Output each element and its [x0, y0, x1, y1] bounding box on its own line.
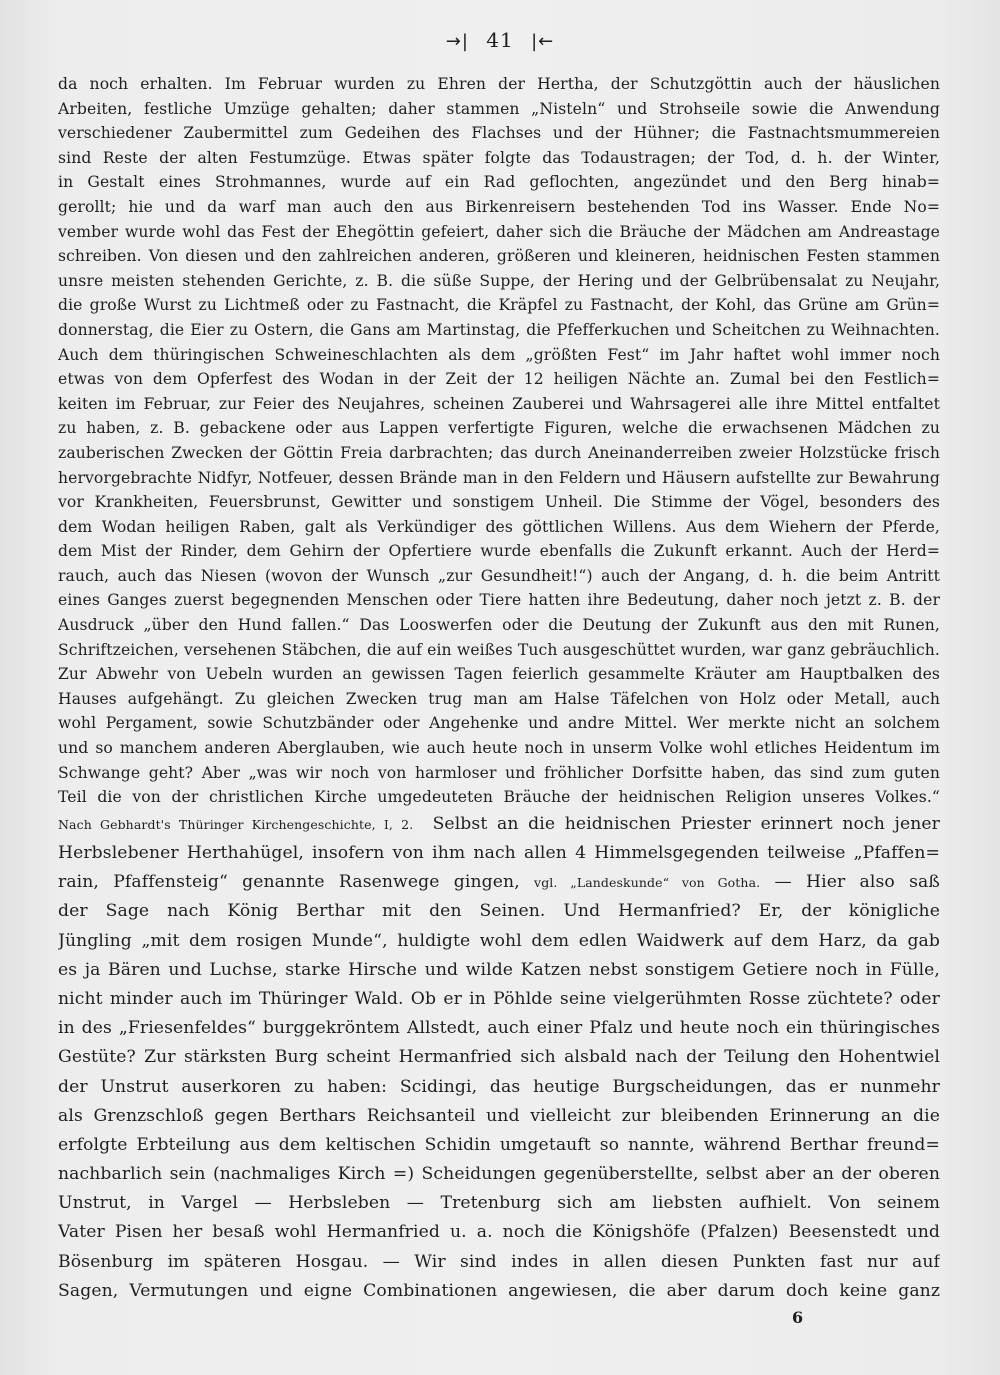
text-line: Herbslebener Herthahügel, insofern von ihm nach allen 4 Himmelsgegenden teilweise „Pfaffen= [58, 843, 940, 863]
text-line: vor Krankheiten, Feuersbrunst, Gewitter und sonstigem Unheil. Die Stimme der Vögel, besonders des [58, 493, 940, 512]
text-line: zu haben, z. B. gebackene oder aus Lappen verfertigte Figuren, welche die erwachsenen Mädchen zu [58, 419, 940, 438]
page-header [0, 28, 1000, 52]
text-line: der Sage nach König Berthar mit den Seinen. Und Hermanfried? Er, der königliche [58, 901, 940, 922]
paragraph-small-print [58, 72, 940, 810]
text-line: Vater Pisen her besaß wohl Hermanfried u. a. noch die Königshöfe (Pfalzen) Beesenstedt und [58, 1222, 940, 1243]
text-line: wohl Pergament, sowie Schutzbänder oder Angehenke und andre Mittel. Wer merkte nicht an solchem [58, 714, 940, 733]
text-line: der Unstrut auserkoren zu haben: Scidingi, das heutige Burgscheidungen, das er nunmehr [58, 1076, 940, 1097]
text-line: in Gestalt eines Strohmannes, wurde auf ein Rad geflochten, angezündet und den Berg hinab= [58, 173, 940, 192]
text-line: nachbarlich sein (nachmaliges Kirch =) Scheidungen gegenüberstellte, selbst aber an der oberen [58, 1164, 940, 1185]
text-line: gerollt; hie und da warf man auch den aus Birkenreisern bestehenden Tod ins Wasser. Ende No= [58, 197, 940, 216]
text-line: schreiben. Von diesen und den zahlreichen anderen, größeren und kleineren, heidnischen Festen stammen [58, 247, 940, 266]
text-segment: Selbst an die heidnischen Priester erinnert noch jener [432, 813, 940, 834]
text-line: Gestüte? Zur stärksten Burg scheint Hermanfried sich alsbald nach der Teilung den Hohentwiel [58, 1047, 940, 1068]
text-line: hervorgebrachte Nidfyr, Notfeuer, dessen Brände man in den Feldern und Häusern aufstellte zur Bewahrung [58, 468, 940, 487]
text-line: dem Wodan heiligen Raben, galt als Verkündiger des göttlichen Willens. Aus dem Wiehern der Pferde, [58, 517, 940, 536]
text-line: Teil die von der christlichen Kirche umgedeuteten Bräuche der heidnischen Religion unseres Volkes.“ [58, 788, 940, 807]
text-line: keiten im Februar, zur Feier des Neujahres, scheinen Zauberei und Wahrsagerei alle ihre Mittel entfaltet [58, 394, 940, 413]
text-line: verschiedener Zaubermittel zum Gedeihen des Flachses und der Hühner; die Fastnachtsmummereien [58, 124, 940, 143]
text-line: Ausdruck „über den Hund fallen.“ Das Looswerfen oder die Deutung der Zukunft aus den mit Runen, [58, 616, 940, 635]
text-line: Jüngling „mit dem rosigen Munde“, huldigte wohl dem edlen Waidwerk auf dem Harz, da gab [58, 930, 940, 951]
text-line: Auch dem thüringischen Schweineschlachten als dem „größten Fest“ im Jahr haftet wohl immer noch [58, 345, 940, 364]
text-line: etwas von dem Opferfest des Wodan in der Zeit der 12 heiligen Nächte an. Zumal bei den Festlich= [58, 370, 940, 389]
text-line: als Grenzschloß gegen Berthars Reichsanteil und vielleicht zur bleibenden Erinnerung an die [58, 1105, 940, 1126]
body-text [58, 72, 940, 1306]
text-line: donnerstag, die Eier zu Ostern, die Gans am Martinstag, die Pfefferkuchen und Scheitchen zu Weihnachten. [58, 320, 940, 339]
text-segment: — Hier also saß [774, 872, 940, 893]
text-line: Bösenburg im späteren Hosgau. — Wir sind indes in allen diesen Punkten fast nur auf [58, 1251, 940, 1272]
text-line: erfolgte Erbteilung aus dem keltischen Schidin umgetauft so nannte, während Berthar freund= [58, 1134, 940, 1155]
text-line: da noch erhalten. Im Februar wurden zu Ehren der Hertha, der Schutzgöttin auch der häuslichen [58, 75, 940, 93]
text-line: Zur Abwehr von Uebeln wurden an gewissen Tagen feierlich gesammelte Kräuter am Hauptbalken des [58, 665, 940, 684]
text-line-with-citation [58, 868, 940, 897]
text-line: Hauses aufgehängt. Zu gleichen Zwecken trug man am Halse Täfelchen von Holz oder Metall, auch [58, 689, 940, 708]
citation-gebhardt: Nach Gebhardt's Thüringer Kirchengeschichte, I, 2. [58, 816, 414, 832]
text-line: Schwange geht? Aber „was wir noch von harmloser und fröhlicher Dorfsitte haben, das sind zum guten [58, 763, 940, 782]
text-line: die große Wurst zu Lichtmeß oder zu Fastnacht, die Kräpfel zu Fastnacht, der Kohl, das Grüne am Grün= [58, 296, 940, 315]
text-line: vember wurde wohl das Fest der Ehegöttin gefeiert, daher sich die Bräuche der Mädchen am Andreastage [58, 222, 940, 241]
text-line-with-citation [58, 810, 940, 839]
page-number: 41 [486, 28, 514, 52]
text-line: Unstrut, in Vargel — Herbsleben — Tretenburg sich am liebsten aufhielt. Von seinem [58, 1193, 940, 1214]
text-line: es ja Bären und Luchse, starke Hirsche und wilde Katzen nebst sonstigem Getiere noch in Fülle, [58, 959, 940, 980]
citation-gotha: vgl. „Landeskunde“ von Gotha. [534, 875, 761, 891]
text-line: in des „Friesenfeldes“ burggekröntem Allstedt, auch einer Pfalz und heute noch ein thüringisches [58, 1018, 940, 1039]
text-line: Arbeiten, festliche Umzüge gehalten; daher stammen „Nisteln“ und Strohseile sowie die Anwendung [58, 99, 940, 118]
paragraph-large-print [58, 810, 940, 1306]
text-line: dem Mist der Rinder, dem Gehirn der Opfertiere wurde ebenfalls die Zukunft erkannt. Auch der Herd= [58, 542, 940, 561]
text-line: und so manchem anderen Aberglauben, wie auch heute noch in unserm Volke wohl etliches Heidentum im [58, 739, 940, 758]
text-line: Schriftzeichen, versehenen Stäbchen, die auf ein weißes Tuch ausgeschüttet wurden, war ganz gebräuchlich. [58, 640, 940, 659]
text-line: unsre meisten stehenden Gerichte, z. B. die süße Suppe, der Hering und der Gelbrübensalat zu Neujahr, [58, 271, 940, 290]
text-line: rauch, auch das Niesen (wovon der Wunsch „zur Gesundheit!“) auch der Angang, d. h. die beim Antritt [58, 566, 940, 585]
right-ornament-icon: |← [531, 31, 555, 52]
text-segment: rain, Pfaffensteig“ genannte Rasenwege gingen, [58, 872, 520, 893]
signature-mark: 6 [792, 1308, 804, 1327]
text-line: zauberischen Zwecken der Göttin Freia darbrachten; das durch Aneinanderreiben zweier Holzstücke frisch [58, 443, 940, 462]
text-line: eines Ganges zuerst begegnenden Menschen oder Tiere hatten ihre Bedeutung, daher noch jetzt z. B. der [58, 591, 940, 610]
text-line: Sagen, Vermutungen und eigne Combinationen angewiesen, die aber darum doch keine ganz [58, 1280, 940, 1301]
left-ornament-icon: →| [445, 31, 469, 52]
text-line: sind Reste der alten Festumzüge. Etwas später folgte das Todaustragen; der Tod, d. h. der Winter, [58, 148, 940, 167]
text-line: nicht minder auch im Thüringer Wald. Ob er in Pöhlde seine vielgerühmten Rosse züchtete? oder [58, 988, 940, 1009]
